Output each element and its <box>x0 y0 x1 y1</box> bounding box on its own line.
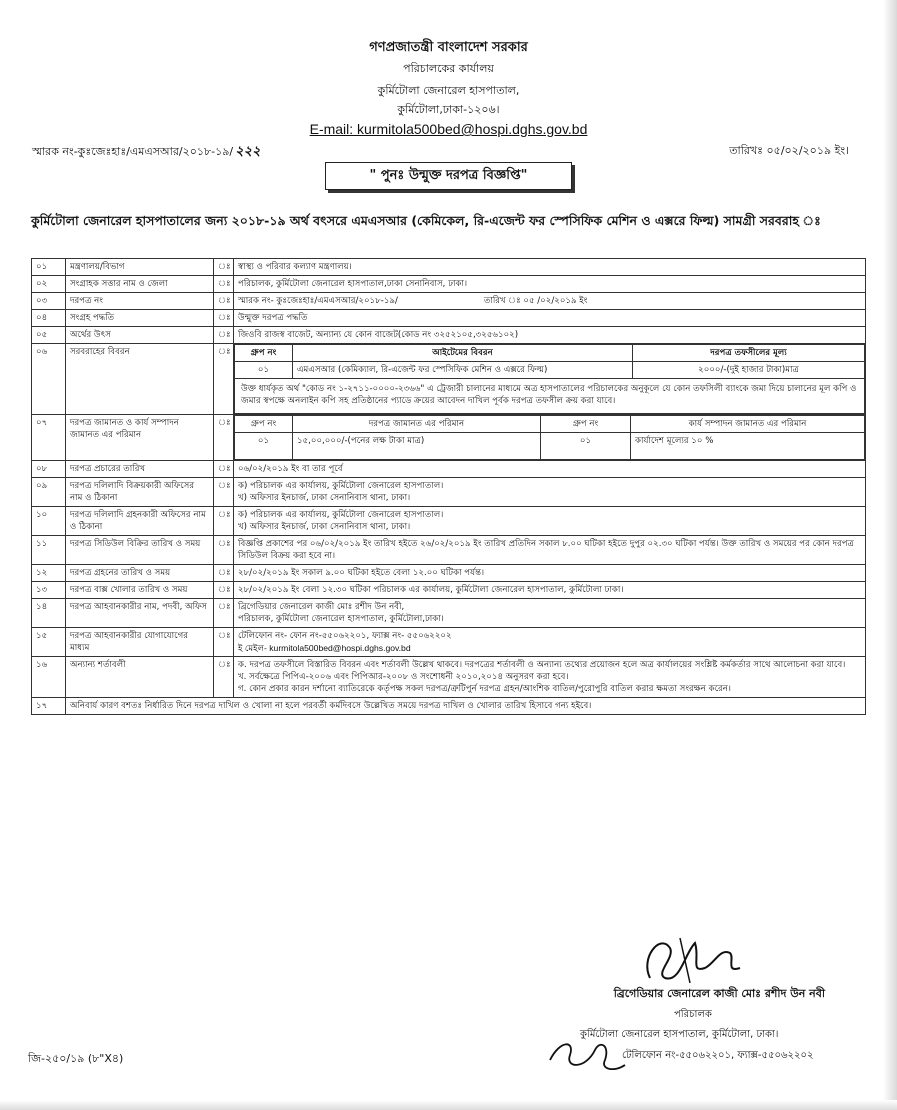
row-line: খ) অফিসার ইনচার্জ, ঢাকা সেনানিবাস থানা, ঢাকা। <box>238 522 411 532</box>
row-sep: ঃ <box>214 259 234 276</box>
row-line: ক) পরিচালক এর কার্যালয়, কুর্মিটোলা জেনারেল হাসপাতাল। <box>238 481 444 491</box>
table-row <box>32 507 866 536</box>
row-label: দরপত্র দলিলাদি বিক্রয়কারী অফিসের নাম ও ঠিকানা <box>66 478 214 507</box>
row-label: দরপত্র জামানত ও কার্য সম্পাদন জামানত এর পরিমান <box>66 415 214 461</box>
row-line: খ. সর্বক্ষেত্রে পিপিএ-২০০৬ এবং পিপিআর-২০০৮ ও সংশোধনী ২০১০,২০১৪ অনুসরণ করা হবে। <box>238 672 569 682</box>
memo-ref-handwritten: ২২২ <box>235 144 261 159</box>
memo-ref-text: স্মারক নং-কুঃজেঃহাঃ/এমএসআর/২০১৮-১৯/ <box>32 145 234 158</box>
col-header-group2: গ্রুপ নং <box>541 416 631 433</box>
supply-note: উক্ত ধার্যকৃত অর্থ "কোড নং ১-২৭১১-০০০০-২৩৬৬" এ ট্রেজারী চালানের মাধ্যমে অত্র হাসপাতালের পরিচালকের অনুকূলে যে কোন তফসিলী ব্যাংকে জমা দিয়ে চালানের মূল কপি ও জমার স্বপক্ষে অনলাইন কপি সহ প্রতিষ্ঠানের প্যাডে ক্রয়ের আবেদন দাখিল পূর্বক দরপত্র তফসীল ক্রয় করা যাবে। <box>235 379 865 414</box>
row-sep: ঃ <box>214 582 234 599</box>
row-value: স্বাস্থ্য ও পরিবার কল্যাণ মন্ত্রণালয়। <box>234 259 866 276</box>
table-row <box>32 478 866 507</box>
row-no: ০৫ <box>32 327 66 344</box>
row-no: ১১ <box>32 536 66 565</box>
row-sep: ঃ <box>214 657 234 698</box>
row-value <box>234 293 866 310</box>
row-no: ১২ <box>32 565 66 582</box>
row-label: সংগ্রাহক সত্তার নাম ও জেলা <box>66 276 214 293</box>
security-subtable <box>234 415 865 460</box>
security-group: ০১ <box>235 433 293 460</box>
col-header-group: গ্রুপ নং <box>235 416 293 433</box>
row-sep: ঃ <box>214 507 234 536</box>
row-line: ই মেইল- kurmitola500bed@hospi.dghs.gov.bd <box>238 643 411 653</box>
row-label: দরপত্র বাক্স খোলার তারিখ ও সময় <box>66 582 214 599</box>
row-sep: ঃ <box>214 276 234 293</box>
row-no: ১০ <box>32 507 66 536</box>
row-sep: ঃ <box>214 327 234 344</box>
security-detail <box>234 415 866 461</box>
row-label: অর্থের উৎস <box>66 327 214 344</box>
row-value: জিওবি রাজস্ব বাজেট, অন্যান্য যে কোন বাজেট(কোড নং ৩২৫২১০৫,৩২৫৬১০২) <box>234 327 866 344</box>
row-label: দরপত্র নং <box>66 293 214 310</box>
row-no: ০৭ <box>32 415 66 461</box>
col-header-price: দরপত্র তফসীলের মূল্য <box>633 345 865 362</box>
row-line: ০৬/০২/২০১৯ ইং বা তার পূর্বে <box>238 464 343 474</box>
row-sep: ঃ <box>214 310 234 327</box>
government-title: গণপ্রজাতন্ত্রী বাংলাদেশ সরকার <box>369 40 528 55</box>
signatory-name <box>0 985 897 1004</box>
row-label: মন্ত্রণালয়/বিভাগ <box>66 259 214 276</box>
row-sep: ঃ <box>214 344 234 415</box>
row-value <box>234 536 866 565</box>
row-sep: ঃ <box>214 293 234 310</box>
signature-mark <box>610 928 760 988</box>
table-row <box>32 698 866 715</box>
row-label: দরপত্র গ্রহনের তারিখ ও সময় <box>66 565 214 582</box>
row-label: দরপত্র আহবানকারীর নাম, পদবী, অফিস <box>66 599 214 628</box>
row-value <box>234 628 866 657</box>
email-link[interactable]: E-mail: kurmitola500bed@hospi.dghs.gov.bd <box>309 121 588 137</box>
row-line: খ) অফিসার ইনচার্জ, ঢাকা সেনানিবাস থানা, ঢাকা। <box>238 493 411 503</box>
row-value <box>234 507 866 536</box>
row-no: ০২ <box>32 276 66 293</box>
notice-title: " পুনঃ উন্মুক্ত দরপত্র বিজ্ঞপ্তি" <box>325 162 572 190</box>
table-row <box>32 582 866 599</box>
page-edge-shadow <box>883 0 897 1110</box>
table-row-security <box>32 415 866 461</box>
table-row <box>32 276 866 293</box>
row-no: ১৪ <box>32 599 66 628</box>
supply-item: এমএসআর (কেমিক্যাল, রি-এজেন্ট ফর স্পেসিফিক মেশিন ও এক্সরে ফিল্ম) <box>293 362 633 379</box>
performance-group: ০১ <box>541 433 631 460</box>
row-sep: ঃ <box>214 478 234 507</box>
row-no: ০৩ <box>32 293 66 310</box>
tender-ref: স্মারক নং- কুঃজেঃহাঃ/এমএসআর/২০১৮-১৯/ <box>238 296 398 306</box>
table-row <box>32 259 866 276</box>
col-header-performance: কার্য সম্পাদন জামানত এর পরিমান <box>631 416 865 433</box>
govt-press-code: জি-২৫০/১৯ (৮"X৪) <box>28 1052 124 1065</box>
signatory-designation: পরিচালক <box>674 1009 712 1020</box>
row-label: দরপত্র দলিলাদি গ্রহনকারী অফিসের নাম ও ঠিকানা <box>66 507 214 536</box>
row-label: দরপত্র প্রচারের তারিখ <box>66 461 214 478</box>
table-row-supply <box>32 344 866 415</box>
memo-date: তারিখঃ ০৫/০২/২০১৯ ইং। <box>729 144 849 157</box>
row-no: ০১ <box>32 259 66 276</box>
row-label: দরপত্র সিডিউল বিক্রির তারিখ ও সময় <box>66 536 214 565</box>
row-line: ক. দরপত্র তফসীলে বিস্তারিত বিবরন এবং শর্তাবলী উল্লেখ থাকবে। দরপত্রের শর্তাবলী ও অন্যান্য তথ্যের প্রয়োজন হলে অত্র কার্যালয়ের সংশ্লিষ্ট কর্মকর্তার সাথে আলোচনা করা যাবে। <box>238 660 846 670</box>
row-no: ০৪ <box>32 310 66 327</box>
table-row <box>32 536 866 565</box>
row-label: সংগ্রহ পদ্ধতি <box>66 310 214 327</box>
supply-price: ২০০০/-(দুই হাজার টাকা)মাত্র <box>633 362 865 379</box>
row-sep: ঃ <box>214 628 234 657</box>
row-sep: ঃ <box>214 461 234 478</box>
row-label: সরবরাহের বিবরন <box>66 344 214 415</box>
table-row <box>32 657 866 698</box>
table-row <box>32 327 866 344</box>
col-header-amount: দরপত্র জামানত এর পরিমান <box>293 416 541 433</box>
row-value <box>234 599 866 628</box>
col-header-group: গ্রুপ নং <box>235 345 293 362</box>
row-line: ২৮/০২/২০১৯ ইং সকাল ৯.০০ ঘটিকা হইতে বেলা ১২.০০ ঘটিকা পর্যন্ত। <box>238 568 485 578</box>
memo-reference <box>32 142 261 163</box>
row-no: ০৯ <box>32 478 66 507</box>
table-row <box>32 461 866 478</box>
row-line: ২৮/০২/২০১৯ ইং বেলা ১২.৩০ ঘটিকা পরিচালক এর কার্যালয়, কুর্মিটোলা জেনারেল হাসপাতাল, কুর্মিটোলা ঢাকা। <box>238 585 624 595</box>
row-no: ০৬ <box>32 344 66 415</box>
hospital-address: কুর্মিটোলা,ঢাকা-১২০৬। <box>397 103 500 116</box>
row-value <box>234 478 866 507</box>
performance-amount: কার্যাদেশ মূল্যের ১০ % <box>631 433 865 460</box>
intro-text: কুর্মিটোলা জেনারেল হাসপাতালের জন্য ২০১৮-১৯ অর্থ বৎসরে এমএসআর (কেমিকেল, রি-এজেন্ট ফর স্পেসিফিক মেশিন ও এক্সরে ফিল্ম) সামগ্রী সরবরাহ ঃ <box>31 213 821 228</box>
supply-subtable <box>234 344 865 414</box>
row-no: ১৩ <box>32 582 66 599</box>
tender-date: তারিখ ঃ ০৫ /০২/২০১৯ ইং <box>483 296 588 306</box>
page-bottom-shadow <box>0 1100 897 1110</box>
tender-table <box>31 258 866 715</box>
row-value <box>234 565 866 582</box>
row-no: ১৭ <box>32 698 66 715</box>
row-line: ব্রিগেডিয়ার জেনারেল কাজী মোঃ রশীদ উন নবী, <box>238 602 405 612</box>
row-no: ১৬ <box>32 657 66 698</box>
row-value <box>234 657 866 698</box>
col-header-item: আইটেমের বিবরন <box>293 345 633 362</box>
row-sep: ঃ <box>214 536 234 565</box>
table-row <box>32 599 866 628</box>
row-value <box>234 582 866 599</box>
supply-group: ০১ <box>235 362 293 379</box>
row-label: অন্যান্য শর্তাবলী <box>66 657 214 698</box>
row-sep: ঃ <box>214 415 234 461</box>
row-line: ক) পরিচালক এর কার্যালয়, কুর্মিটোলা জেনারেল হাসপাতাল। <box>238 510 444 520</box>
row-no: ১৫ <box>32 628 66 657</box>
security-amount: ১৫,০০,০০০/-(পনের লক্ষ টাকা মাত্র) <box>293 433 541 460</box>
row-sep: ঃ <box>214 599 234 628</box>
row-value <box>234 461 866 478</box>
row-line: গ. কোন প্রকার কারন দর্শানো ব্যাতিরেকে কর্তৃপক্ষ সকল দরপত্র/ত্রুটিপুর্ন দরপত্র গ্রহন/আংশিক বাতিল/পুরোপুরি বাতিল করার ক্ষমতা সংরক্ষন করেন। <box>238 684 731 694</box>
row-line: পরিচালক, কুর্মিটোলা জেনারেল হাসপাতাল, কুর্মিটোলা,ঢাকা। <box>238 614 444 624</box>
row-value: পরিচালক, কুর্মিটোলা জেনারেল হাসপাতাল,ঢাকা সেনানিবাস, ঢাকা। <box>234 276 866 293</box>
signatory-office: কুর্মিটোলা জেনারেল হাসপাতাল, কুর্মিটোলা, ঢাকা। <box>580 1029 779 1040</box>
row-sep: ঃ <box>214 565 234 582</box>
row-no: ০৮ <box>32 461 66 478</box>
signatory-contact: টেলিফোন নং-৫৫০৬২২০১, ফ্যাক্স-৫৫০৬২২০২ <box>622 1050 814 1061</box>
office-name: পরিচালকের কার্যালয় <box>403 62 494 75</box>
row-line: টেলিফোন নং- ফোন নং-৫৫০৬২২০১, ফ্যাক্স নং- ৫৫০৬২২০২ <box>238 631 452 641</box>
supply-detail <box>234 344 866 415</box>
row-line: বিজ্ঞপ্তি প্রকাশের পর ০৬/০২/২০১৯ ইং তারিখ হইতে ২৬/০২/২০১৯ ইং তারিখ প্রতিদিন সকাল ৮.০০ ঘটিকা হইতে দুপুর ০২.৩০ ঘটিকা পর্যন্ত। উক্ত তারিখ ও সময়ের পর কোন দরপত্র সিডিউল বিক্রয় করা হবে না। <box>238 539 854 561</box>
row-value: উন্মুক্ত দরপত্র পদ্ধতি <box>234 310 866 327</box>
hospital-name: কুর্মিটোলা জেনারেল হাসপাতাল, <box>377 84 520 97</box>
table-row <box>32 310 866 327</box>
row-value: অনিবার্য কারণ বশতঃ নির্ধারিত দিনে দরপত্র দাখিল ও খোলা না হলে পরবর্তী কর্মদিবসে উল্লেখিত সময়ে দরপত্র দাখিল ও খোলার তারিখ হিসাবে গন্য হইবে। <box>66 698 866 715</box>
row-label: দরপত্র আহবানকারীর যোগাযোগের মাধ্যম <box>66 628 214 657</box>
table-row <box>32 565 866 582</box>
table-row <box>32 293 866 310</box>
table-row <box>32 628 866 657</box>
signatory-name-text: ব্রিগেডিয়ার জেনারেল কাজী মোঃ রশীদ উন নবী <box>613 987 825 1000</box>
